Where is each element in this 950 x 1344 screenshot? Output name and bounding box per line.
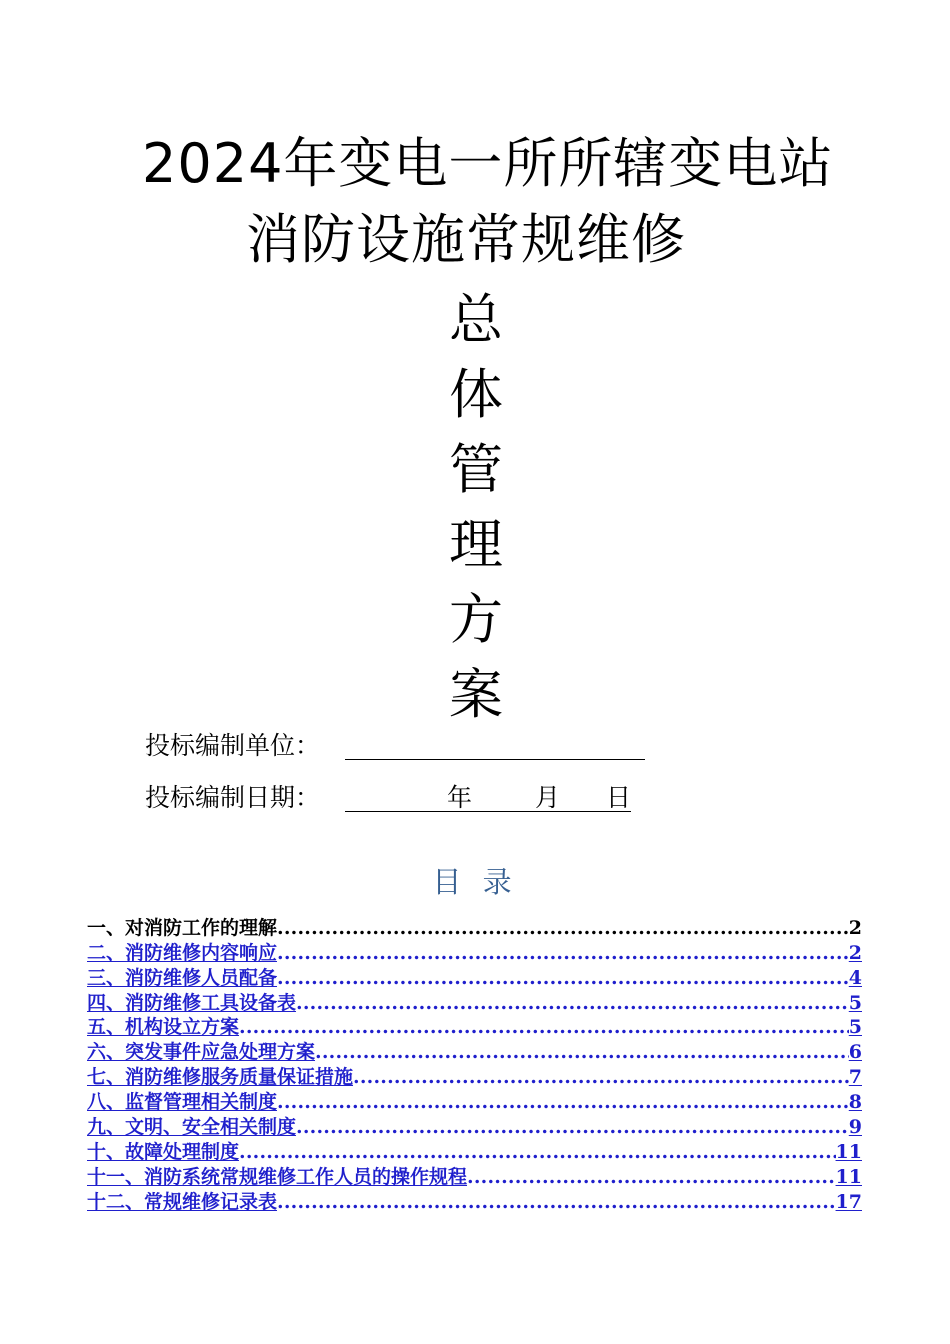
toc-entry-page: 11	[835, 1165, 862, 1188]
toc-entry-title: 十、故障处理制度	[87, 1140, 240, 1163]
bid-unit-blank[interactable]	[345, 730, 645, 760]
toc-entry-link[interactable]	[87, 1039, 862, 1064]
vertical-title-char: 理	[449, 513, 503, 576]
toc-entry-page: 2	[848, 916, 862, 939]
toc-entry-title: 八、监督管理相关制度	[87, 1091, 278, 1114]
vertical-title-char: 案	[449, 663, 503, 726]
toc-heading: 目 录	[432, 865, 518, 899]
document-title-line-1: 2024年变电一所所辖变电站	[142, 132, 834, 195]
day-label: 日	[606, 783, 632, 812]
toc-leader-dots	[277, 941, 849, 965]
toc-entry[interactable]	[87, 915, 862, 940]
toc-entry-link[interactable]	[87, 1064, 862, 1089]
toc-entry-page: 17	[835, 1190, 862, 1213]
vertical-title-char: 管	[449, 438, 503, 501]
toc-entry-link[interactable]	[87, 1189, 862, 1214]
toc-leader-dots	[277, 916, 849, 940]
bid-unit-row	[145, 730, 320, 762]
toc-entry-page: 9	[848, 1116, 862, 1139]
toc-entry-page: 8	[848, 1091, 862, 1114]
toc-entry-link[interactable]	[87, 940, 862, 965]
toc-entry-title: 十一、消防系统常规维修工作人员的操作规程	[87, 1165, 468, 1188]
toc-leader-dots	[277, 1090, 849, 1114]
toc-entry-link[interactable]	[87, 1089, 862, 1114]
vertical-title-char: 总	[449, 288, 503, 351]
toc-entry-title: 二、消防维修内容响应	[87, 941, 278, 964]
toc-entry-title: 七、消防维修服务质量保证措施	[87, 1066, 354, 1089]
toc-entry-title: 五、机构设立方案	[87, 1016, 240, 1039]
toc-entry-page: 5	[848, 991, 862, 1014]
toc-leader-dots	[239, 1015, 849, 1039]
toc-entry-link[interactable]	[87, 965, 862, 990]
toc-leader-dots	[296, 991, 849, 1015]
toc-entry-page: 4	[848, 966, 862, 989]
toc-entry-page: 11	[835, 1140, 862, 1163]
document-title-line-2: 消防设施常规维修	[246, 208, 686, 271]
toc-entry-title: 四、消防维修工具设备表	[87, 991, 297, 1014]
year-label: 年	[447, 783, 473, 812]
toc-entry-link[interactable]	[87, 1164, 862, 1189]
bid-date-label: 投标编制日期：	[145, 783, 321, 812]
toc-entry-title: 十二、常规维修记录表	[87, 1190, 278, 1213]
toc-leader-dots	[239, 1140, 836, 1164]
vertical-title-char: 体	[449, 363, 503, 426]
toc-leader-dots	[277, 1190, 836, 1214]
bid-date-blank[interactable]	[345, 782, 631, 812]
toc-leader-dots	[277, 966, 849, 990]
toc-entry-link[interactable]	[87, 990, 862, 1015]
toc-leader-dots	[315, 1040, 849, 1064]
toc-entry-page: 7	[848, 1066, 862, 1089]
toc-entry-title: 九、文明、安全相关制度	[87, 1116, 297, 1139]
toc-leader-dots	[467, 1165, 836, 1189]
vertical-title-char: 方	[449, 588, 503, 651]
toc-entry-link[interactable]	[87, 1015, 862, 1040]
bid-unit-label: 投标编制单位：	[145, 731, 321, 760]
table-of-contents	[87, 915, 862, 1214]
toc-entry-title: 一、对消防工作的理解	[87, 916, 278, 939]
toc-entry-link[interactable]	[87, 1114, 862, 1139]
toc-leader-dots	[296, 1115, 849, 1139]
bid-date-row	[145, 782, 632, 814]
toc-entry-title: 六、突发事件应急处理方案	[87, 1041, 316, 1064]
toc-entry-page: 6	[848, 1041, 862, 1064]
toc-entry-link[interactable]	[87, 1139, 862, 1164]
toc-entry-page: 2	[848, 941, 862, 964]
toc-entry-title: 三、消防维修人员配备	[87, 966, 278, 989]
toc-entry-page: 5	[848, 1016, 862, 1039]
month-label: 月	[535, 783, 561, 812]
toc-leader-dots	[353, 1065, 849, 1089]
